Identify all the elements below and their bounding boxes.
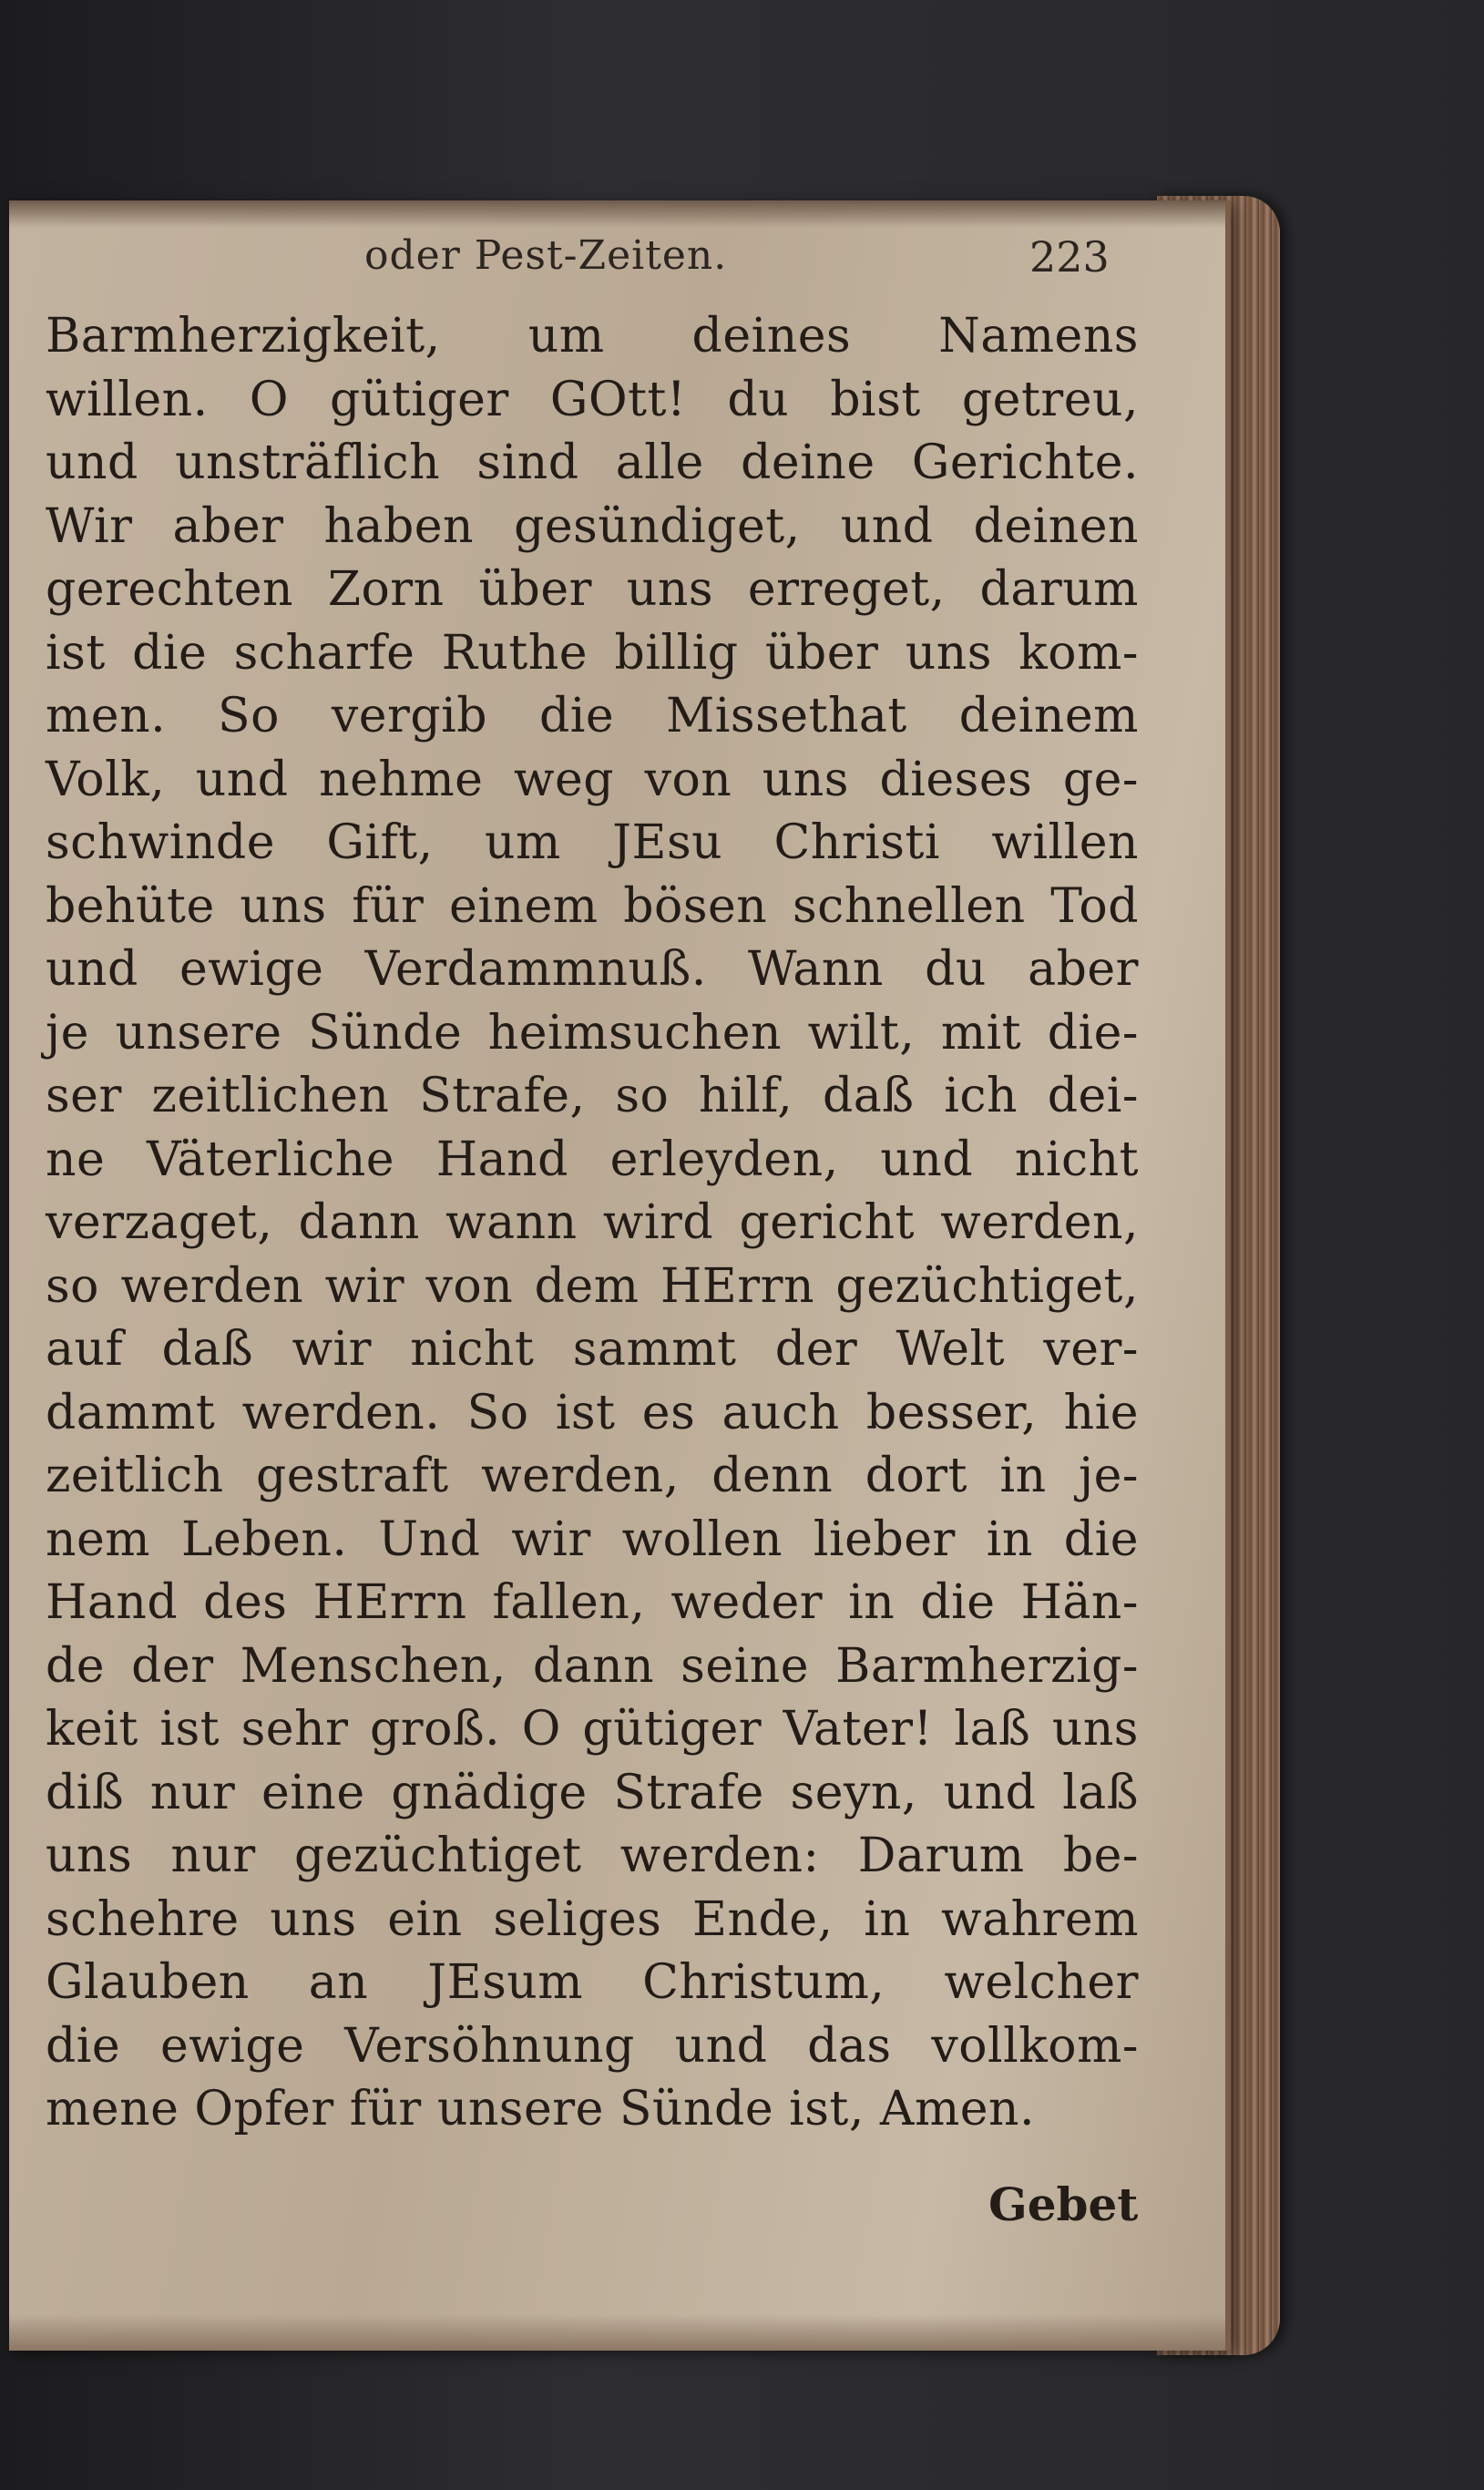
running-head: oder Pest-Zeiten. <box>364 232 728 279</box>
text-line: so werden wir von dem HErrn gezüchtiget, <box>46 1258 1139 1314</box>
text-line: gerechten Zorn über uns erreget, darum <box>46 562 1139 617</box>
text-line: nem Leben. Und wir wollen lieber in die <box>46 1511 1139 1567</box>
catchword: Gebet <box>988 2177 1139 2231</box>
text-line: mene Opfer für unsere Sünde ist, Amen. <box>46 2082 1036 2136</box>
text-line: Barmherzigkeit, um deines Namens <box>46 309 1139 364</box>
text-line: verzaget, dann wann wird gericht werden, <box>46 1195 1139 1250</box>
text-line: Wir aber haben gesündiget, und deinen <box>46 498 1139 554</box>
text-line: diß nur eine gnädige Strafe seyn, und laß <box>46 1765 1139 1820</box>
text-line: ser zeitlichen Strafe, so hilf, daß ich dei- <box>46 1069 1139 1123</box>
text-line: keit ist sehr groß. O gütiger Vater! laß uns <box>46 1702 1139 1757</box>
text-line: auf daß wir nicht sammt der Welt ver- <box>46 1322 1139 1377</box>
text-line: zeitlich gestraft werden, denn dort in je- <box>46 1449 1139 1503</box>
page-number: 223 <box>1029 232 1110 282</box>
text-line: schwinde Gift, um JEsu Christi willen <box>46 815 1139 870</box>
text-line: men. So vergib die Missethat deinem <box>46 689 1139 743</box>
text-line: Hand des HErrn fallen, weder in die Hän- <box>46 1575 1139 1630</box>
text-line: die ewige Versöhnung und das vollkom- <box>46 2018 1139 2074</box>
text-line: dammt werden. So ist es auch besser, hie <box>46 1385 1139 1440</box>
body-text <box>46 305 1139 2142</box>
text-line: ne Väterliche Hand erleyden, und nicht <box>46 1132 1139 1187</box>
text-line: de der Menschen, dann seine Barmherzig- <box>46 1638 1139 1694</box>
text-line: behüte uns für einem bösen schnellen Tod <box>46 878 1139 934</box>
text-line: und unsträflich sind alle deine Gerichte. <box>46 435 1139 490</box>
text-line: Volk, und nehme weg von uns dieses ge- <box>46 752 1139 807</box>
text-line: je unsere Sünde heimsuchen wilt, mit die- <box>46 1005 1139 1061</box>
text-line: und ewige Verdammnuß. Wann du aber <box>46 942 1139 997</box>
text-line: schehre uns ein seliges Ende, in wahrem <box>46 1891 1139 1947</box>
text-line: Glauben an JEsum Christum, welcher <box>46 1955 1139 2010</box>
text-line: willen. O gütiger GOtt! du bist getreu, <box>46 372 1139 427</box>
text-line: ist die scharfe Ruthe billig über uns kom- <box>46 625 1139 681</box>
text-line: uns nur gezüchtiget werden: Darum be- <box>46 1829 1139 1883</box>
